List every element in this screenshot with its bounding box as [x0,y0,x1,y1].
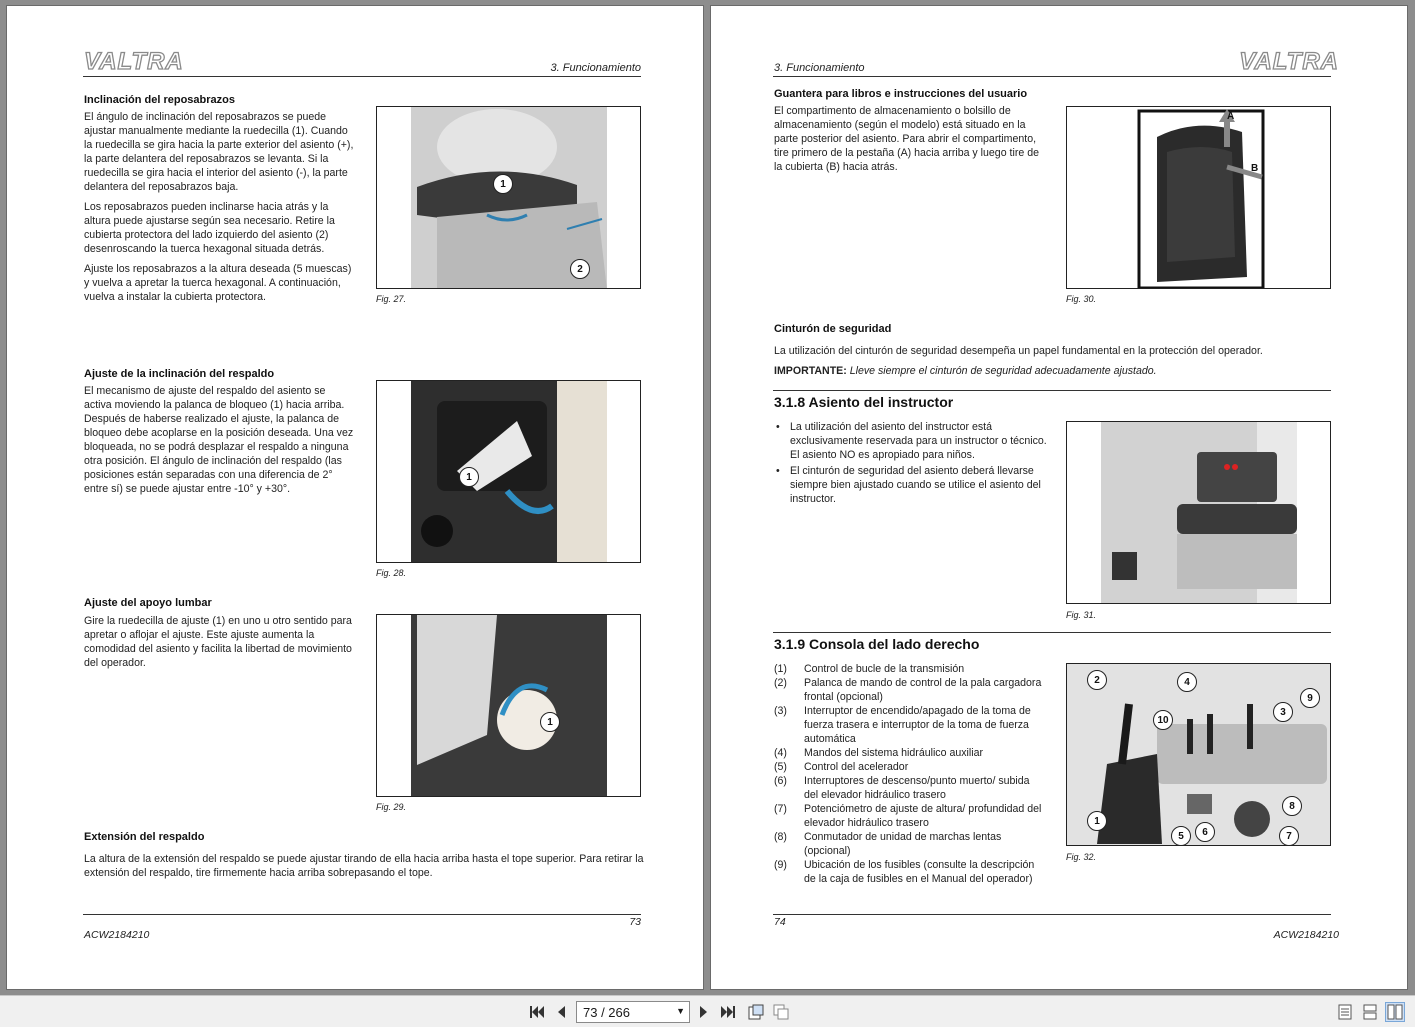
lumbar-illustration [377,615,641,797]
figure-29-lumbar [376,614,641,797]
doc-code: ACW2184210 [84,929,150,941]
footer-rule [773,914,1331,915]
backrest-text [84,384,356,502]
marker-4: 4 [1177,672,1197,692]
item-number: (7) [774,803,787,815]
heading-backrest-tilt: Ajuste de la inclinación del respaldo [84,368,275,380]
extension-text [84,852,644,886]
figure-caption: Fig. 32. [1066,852,1097,862]
paragraph: Gire la ruedecilla de ajuste (1) en uno u otro sentido para apretar o aflojar el ajuste. Este ajuste aumenta la comodidad del asiento y facilita la libertad de movimiento del operador. [84,615,352,669]
marker-7: 7 [1279,826,1299,846]
paragraph: La utilización del cinturón de seguridad desempeña un papel fundamental en la protección del operador. [774,345,1263,357]
page-selector[interactable] [576,1001,690,1023]
rotate-icon[interactable] [746,1002,766,1022]
item-number: (6) [774,775,787,787]
marker-B: B [1251,163,1259,174]
marker-9: 9 [1300,688,1320,708]
glovebox-text [774,104,1046,180]
backrest-illustration [377,381,641,563]
continuous-icon[interactable] [1360,1002,1380,1022]
item-number: (3) [774,705,787,717]
heading-lumbar-support: Ajuste del apoyo lumbar [84,597,212,609]
header-rule [773,76,1331,77]
console-list-item [774,704,1046,746]
lumbar-text [84,614,356,676]
bullet-item: • El cinturón de seguridad del asiento deberá llevarse siempre bien ajustado cuando se utilice el asiento del instructor. [774,464,1049,506]
instructor-bullets [774,420,1049,508]
figure-30-glovebox [1066,106,1331,289]
console-list-item [774,746,1046,760]
console-list-item [774,662,1046,676]
doc-code: ACW2184210 [1273,929,1339,941]
chevron-down-icon: ▼ [676,1006,685,1016]
console-list-item [774,774,1046,802]
important-note [774,364,1334,378]
prev-page-icon[interactable] [551,1002,571,1022]
item-text: Control del acelerador [804,761,909,773]
page-73 [6,5,704,990]
seatbelt-text [774,344,1334,384]
figure-31-instructor-seat [1066,421,1331,604]
next-page-icon[interactable] [694,1002,714,1022]
item-number: (8) [774,831,787,843]
page-number: 74 [774,916,786,928]
item-text: Conmutador de unidad de marchas lentas (opcional) [804,831,1002,857]
paragraph: Los reposabrazos pueden inclinarse hacia atrás y la altura puede ajustarse según sea necesario. Retire la cubierta protectora del lado izquierdo del asiento (2) desenroscando la tuerca hexagonal situada detrás. [84,201,335,255]
section-rule [773,632,1331,633]
item-text: Interruptores de descenso/punto muerto/ subida del elevador hidráulico trasero [804,775,1030,801]
figure-32-console [1066,663,1331,846]
marker-2: 2 [1087,670,1107,690]
marker-2: 2 [570,259,590,279]
single-page-icon[interactable] [1335,1002,1355,1022]
item-number: (9) [774,859,787,871]
marker-8: 8 [1282,796,1302,816]
last-page-icon[interactable] [718,1002,738,1022]
console-list-item [774,676,1046,704]
heading-seatbelt: Cinturón de seguridad [774,323,892,335]
marker-1: 1 [493,174,513,194]
marker-5: 5 [1171,826,1191,846]
paragraph: El compartimento de almacenamiento o bolsillo de almacenamiento (según el modelo) está situado en la parte posterior del asiento. Para abrir el compartimento, tire primero de la pestaña (A) hacia arriba y luego tire de la cubierta (B) hacia atrás. [774,105,1039,173]
item-number: (5) [774,761,787,773]
item-number: (2) [774,677,787,689]
page-74 [710,5,1408,990]
marker-3: 3 [1273,702,1293,722]
first-page-icon[interactable] [527,1002,547,1022]
item-text: Control de bucle de la transmisión [804,663,965,675]
glovebox-illustration [1067,107,1331,289]
paragraph: El ángulo de inclinación del reposabrazos se puede ajustar manualmente mediante la ruedecilla (1). Cuando la ruedecilla se gira hacia la parte exterior del asiento (+), la parte delantera del reposabrazos se levanta. Si la ruedecilla se gira hacia el interior del asiento (-), la parte delantera del reposabrazos baja. [84,111,354,193]
item-number: (4) [774,747,787,759]
armrest-text [84,110,354,310]
paragraph: Ajuste los reposabrazos a la altura deseada (5 muescas) y vuelva a apretar la tuerca hexagonal. A continuación, vuelva a instalar la cubierta protectora. [84,263,352,303]
bullet-item: • La utilización del asiento del instructor está exclusivamente reservada para un instructor o técnico. El asiento NO es apropiado para niños. [774,420,1049,462]
page-indicator: 73 / 266 [583,1004,630,1020]
marker-6: 6 [1195,822,1215,842]
marker-1: 1 [459,467,479,487]
item-text: Palanca de mando de control de la pala cargadora frontal (opcional) [804,677,1042,703]
console-list-item [774,802,1046,830]
section-rule [773,390,1331,391]
marker-10: 10 [1153,710,1173,730]
item-text: Ubicación de los fusibles (consulte la descripción de la caja de fusibles en el Manual del operador) [804,859,1035,885]
heading-glovebox: Guantera para libros e instrucciones del usuario [774,88,1028,100]
console-list [774,662,1046,886]
paragraph: El mecanismo de ajuste del respaldo del asiento se activa moviendo la palanca de bloqueo (1) hacia arriba. Después de haberse realizado el ajuste, la palanca de bloqueo debe acoplarse en la posición deseada. Una vez bloqueada, no se podrá desplazar el respaldo a ninguna otra posición. El ángulo de inclinación del respaldo (las posiciones están separadas con una diferencia de 2° entre sí) se puede ajustar entre -10° y +30°. [84,385,354,495]
figure-caption: Fig. 27. [376,294,407,304]
item-number: (1) [774,663,787,675]
figure-caption: Fig. 28. [376,568,407,578]
item-text: Potenciómetro de ajuste de altura/ profundidad del elevador hidráulico trasero [804,803,1042,829]
figure-28-backrest [376,380,641,563]
important-text: Lleve siempre el cinturón de seguridad adecuadamente ajustado. [849,365,1157,377]
console-list-item [774,858,1046,886]
chapter-label: 3. Funcionamiento [774,62,865,74]
valtra-logo: VALTRA [84,48,184,75]
valtra-logo: VALTRA [1239,48,1339,75]
page-number: 73 [629,916,641,928]
figure-caption: Fig. 29. [376,802,407,812]
footer-rule [83,914,641,915]
marker-A: A [1227,111,1235,122]
heading-backrest-extension: Extensión del respaldo [84,831,205,843]
heading-armrest-tilt: Inclinación del reposabrazos [84,94,235,106]
instructor-seat-illustration [1067,422,1331,604]
important-label: IMPORTANTE: [774,365,847,377]
marker-1: 1 [1087,811,1107,831]
section-title-right-console: 3.1.9 Consola del lado derecho [774,636,980,652]
armrest-illustration [377,107,641,289]
marker-1: 1 [540,712,560,732]
header-rule [83,76,641,77]
section-title-instructor-seat: 3.1.8 Asiento del instructor [774,394,954,410]
console-list-item [774,760,1046,774]
two-page-icon[interactable] [1385,1002,1405,1022]
console-list-item [774,830,1046,858]
paragraph: La altura de la extensión del respaldo se puede ajustar tirando de ella hacia arriba hasta el tope superior. Para retirar la extensión del respaldo, tire firmemente hacia arriba sobrepasando el tope. [84,853,644,879]
figure-caption: Fig. 31. [1066,610,1097,620]
copy-icon[interactable] [771,1002,791,1022]
item-text: Mandos del sistema hidráulico auxiliar [804,747,984,759]
viewer-toolbar [0,995,1415,1027]
chapter-label: 3. Funcionamiento [550,62,641,74]
item-text: Interruptor de encendido/apagado de la toma de fuerza trasera e interruptor de la toma de fuerza automática [804,705,1031,745]
figure-27-armrest [376,106,641,289]
figure-caption: Fig. 30. [1066,294,1097,304]
